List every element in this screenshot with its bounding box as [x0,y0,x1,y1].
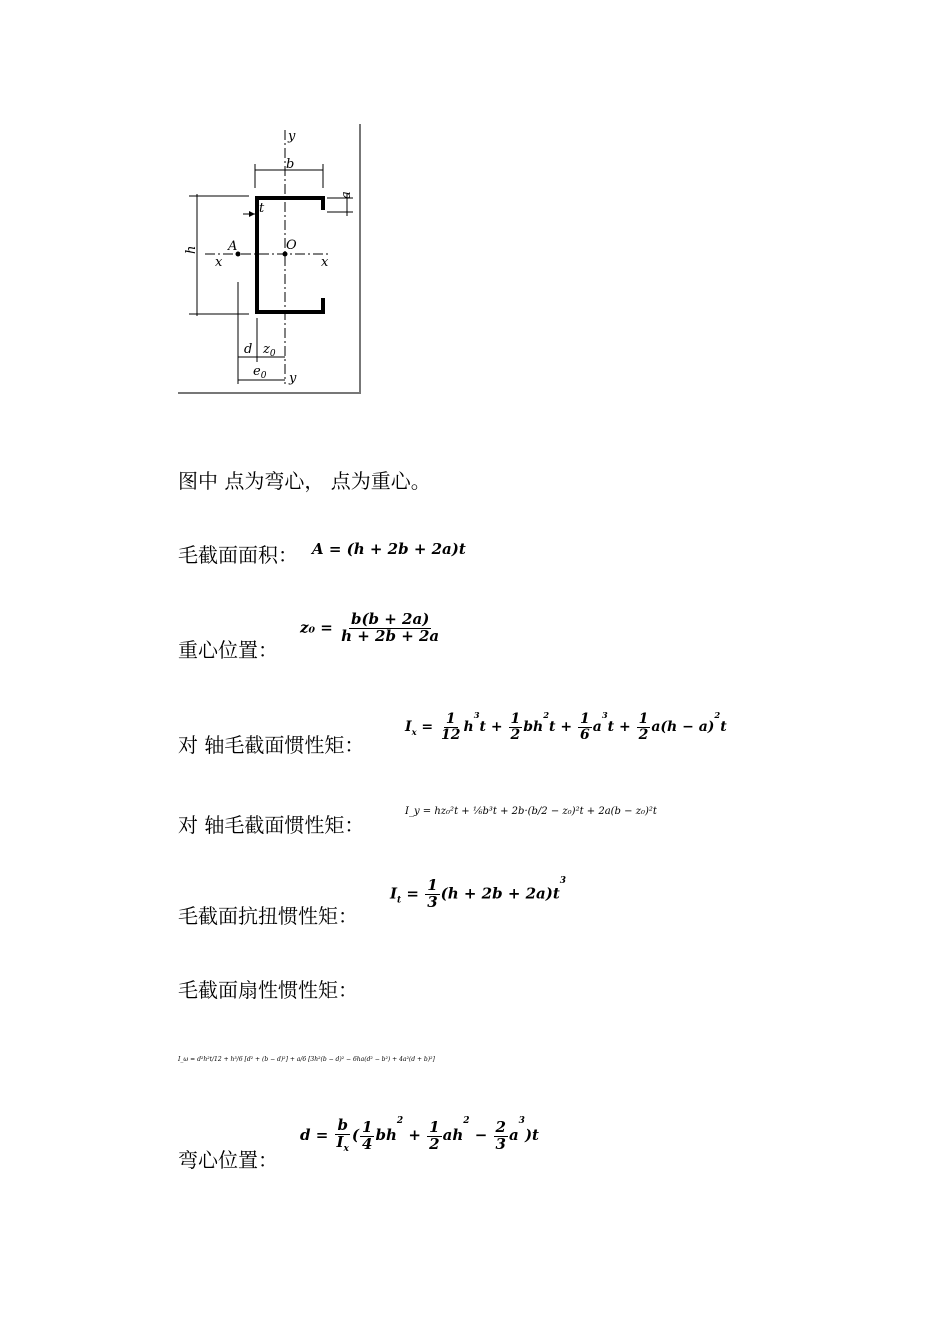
t-label: t [259,201,265,216]
point-a-label: A [228,239,238,254]
centroid-formula [300,612,442,645]
centroid-label: 重心位置： [178,638,278,662]
b-label: b [286,157,295,172]
area-label: 毛截面面积： [178,543,298,567]
h-label: h [184,245,199,254]
centroid-den: h + 2b + 2a [341,626,440,645]
channel-section-figure [175,122,365,397]
centroid-fraction [339,612,441,645]
y-axis-label-top: y [288,129,296,144]
iy-label: 对 轴毛截面惯性矩： [178,813,365,837]
d-label: d [244,342,253,357]
e0-label: $e_0$ [253,364,267,381]
point-o-label: O [286,238,297,253]
y-axis-label-bottom: y [289,371,297,386]
centroid-num: b(b + 2a) [350,610,430,628]
figure-caption: 图中 点为弯心， 点为重心。 [178,469,431,493]
ix-formula: $I_x$ = $\frac{1}{12}$ $h^3t$ + $\frac{1}{2}$ $bh^2t$ + $\frac{1}{6}$ $a^3t$ + $\frac{1}{2}$ $a(h - a)^2t$ [405,710,727,743]
ix-label: 对 轴毛截面惯性矩： [178,733,365,757]
a-label: a [339,191,354,199]
iy-formula: I_y = hz₀²t + ⅙b³t + 2b·(b/2 − z₀)²t + 2a(b − z₀)²t [405,806,657,817]
iw-label: 毛截面扇性惯性矩： [178,978,358,1002]
it-label: 毛截面抗扭惯性矩： [178,904,358,928]
iw-formula: I_ω = d²h²t/12 + h³/6 [d² + (b − d)²] + a/6 [3h²(b − d)² − 6ha(d² − b²) + 4a²(d + b)²] [178,1056,435,1063]
shear-center-formula: d = $\frac{b}{I_x}$ ( $\frac{1}{4}$ $bh^2$ + $\frac{1}{2}$ $ah^2$ − $\frac{2}{3}$ $a^3)t$ [300,1116,539,1154]
z0-label: $z_0$ [263,342,276,359]
shear-center-label: 弯心位置： [178,1148,278,1172]
area-formula: A = (h + 2b + 2a)t [312,540,466,558]
centroid-lhs: z₀ = [300,618,333,637]
x-axis-label-right: x [321,255,329,270]
x-axis-label-left: x [215,255,223,270]
it-formula: $I_t$ = $\frac{1}{3}$ $(h + 2b + 2a)t^3$ [390,876,567,911]
